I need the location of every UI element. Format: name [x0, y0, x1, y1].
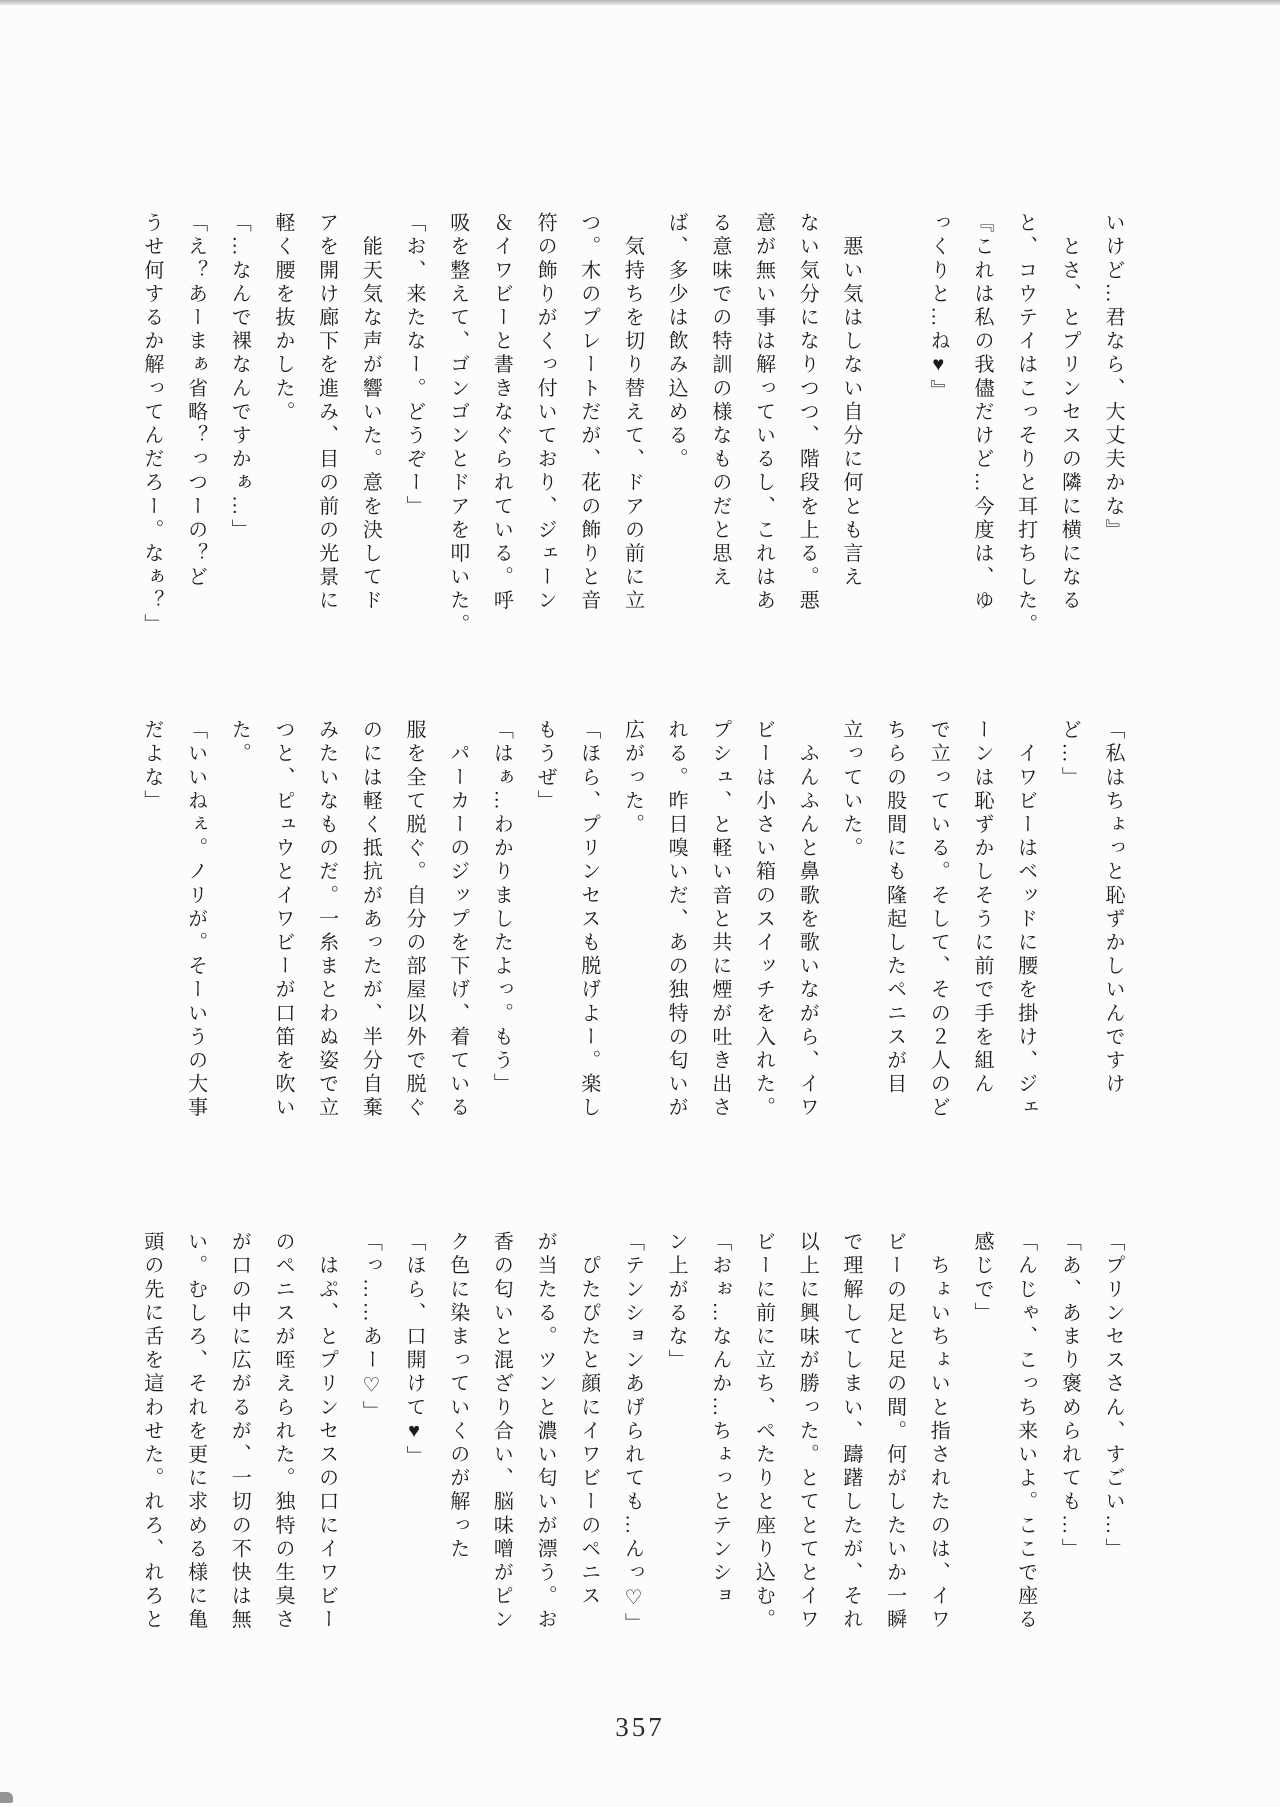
text-row-bottom — [128, 1231, 1134, 1649]
text-column: アを開け廊下を進み、目の前の光景に — [315, 212, 338, 614]
text-column: だよな」 — [140, 719, 163, 814]
text-column: のには軽く抵抗があったが、半分自棄 — [359, 719, 382, 1121]
text-column: ちょいちょいと指されたのは、イワ — [927, 1231, 950, 1633]
text-column: 香の匂いと混ざり合い、脳味噌がピン — [490, 1231, 513, 1633]
text-column: プシュ、と軽い音と共に煙が吐き出さ — [708, 719, 731, 1121]
text-column: 気持ちを切り替えて、ドアの前に立 — [621, 212, 644, 614]
text-column: ちらの股間にも隆起したペニスが目 — [883, 719, 906, 1097]
text-column: 「お、来たなー。どうぞー」 — [403, 212, 425, 519]
page-number: 357 — [615, 1712, 665, 1742]
text-column: いけど…君なら、大丈夫かな』 — [1102, 212, 1124, 543]
text-row-middle — [128, 719, 1134, 1137]
text-column: つ。木のプレートだが、花の飾りと音 — [577, 212, 600, 614]
text-column — [872, 212, 916, 630]
text-column: で立っている。そして、その２人のど — [927, 719, 950, 1121]
text-column: で理解してしまい、躊躇したが、それ — [839, 1231, 862, 1633]
text-column: 「テンションあげられても…んっ♡」 — [621, 1231, 644, 1637]
scan-edge-artifact — [0, 0, 1280, 5]
text-column: ない気分になりつつ、階段を上る。悪 — [796, 212, 819, 614]
text-column: る意味での特訓の様なものだと思え — [708, 212, 731, 590]
text-column: つと、ピュウとイワビーが口笛を吹い — [271, 719, 294, 1121]
text-column: 『これは私の我儘だけど…今度は、ゆ — [970, 212, 993, 614]
text-column: 立っていた。 — [839, 719, 862, 861]
text-column: 能天気な声が響いた。意を決してド — [359, 212, 382, 614]
scan-speck-artifact — [0, 1792, 13, 1803]
text-column: 軽く腰を抜かした。 — [271, 212, 294, 425]
text-row-top — [128, 212, 1134, 637]
text-column: が当たる。ツンと濃い匂いが漂う。お — [534, 1231, 557, 1633]
text-column: ビーの足と足の間。何がしたいか一瞬 — [883, 1231, 906, 1633]
text-column: 広がった。 — [621, 719, 644, 837]
text-column: ど…」 — [1058, 719, 1081, 790]
text-column: と、コウテイはこっそりと耳打ちした。 — [1014, 212, 1037, 637]
text-column: 服を全て脱ぐ。自分の部屋以外で脱ぐ — [403, 719, 425, 1121]
text-column: パーカーのジップを下げ、着ている — [446, 719, 469, 1121]
text-column: 悪い気はしない自分に何とも言え — [839, 212, 862, 590]
text-column: 意が無い事は解っているし、これはあ — [752, 212, 775, 614]
text-column: た。 — [228, 719, 251, 767]
text-column: が口の中に広がるが、一切の不快は無 — [228, 1231, 251, 1633]
text-column: うせ何するか解ってんだろー。なぁ？」 — [140, 212, 163, 637]
text-column: 「…なんで裸なんですかぁ…」 — [228, 212, 251, 543]
text-column: ＆イワビーと書きなぐられている。呼 — [490, 212, 513, 614]
text-column: ビーは小さい箱のスイッチを入れた。 — [752, 719, 775, 1121]
text-column: 「ほら、プリンセスも脱げよー。楽し — [577, 719, 600, 1121]
text-column: い。むしろ、それを更に求める様に亀 — [184, 1231, 207, 1633]
text-column: ぴたぴたと顔にイワビーのペニス — [577, 1231, 600, 1609]
text-column: 符の飾りがくっ付いており、ジェーン — [534, 212, 557, 614]
text-column: とさ、とプリンセスの隣に横になる — [1058, 212, 1081, 614]
text-column: はぷ、とプリンセスの口にイワビー — [315, 1231, 338, 1633]
text-column: 「いいねぇ。ノリが。そーいうの大事 — [184, 719, 207, 1121]
text-column: 「プリンセスさん、すごい…」 — [1102, 1231, 1124, 1562]
text-column: 「ほら、口開けて♥」 — [403, 1231, 425, 1469]
text-column: みたいなものだ。一糸まとわぬ姿で立 — [315, 719, 338, 1121]
text-column: ビーに前に立ち、ぺたりと座り込む。 — [752, 1231, 775, 1633]
text-column: ン上がるな」 — [665, 1231, 688, 1373]
text-column: のペニスが咥えられた。独特の生臭さ — [271, 1231, 294, 1633]
text-column: れる。昨日嗅いだ、あの独特の匂いが — [665, 719, 688, 1121]
text-column: っくりと…ね♥』 — [927, 212, 950, 403]
text-column: ば、多少は飲み込める。 — [665, 212, 688, 472]
text-column: 「んじゃ、こっち来いよ。ここで座る — [1014, 1231, 1037, 1633]
text-column: 以上に興味が勝った。とてとてとイワ — [796, 1231, 819, 1633]
text-column: 「おぉ…なんか…ちょっとテンショ — [708, 1231, 731, 1609]
text-column: 吸を整えて、ゴンゴンとドアを叩いた。 — [446, 212, 469, 637]
text-column: 「あ、あまり褒められても…」 — [1058, 1231, 1081, 1562]
text-column: ーンは恥ずかしそうに前で手を組ん — [970, 719, 993, 1097]
text-column: イワビーはベッドに腰を掛け、ジェ — [1014, 719, 1037, 1121]
text-column: 感じで」 — [970, 1231, 993, 1326]
text-column: 「私はちょっと恥ずかしいんですけ — [1102, 719, 1124, 1097]
text-column: もうぜ」 — [534, 719, 557, 814]
text-column: 「え？あーまぁ省略？っつーの？ど — [184, 212, 207, 590]
text-column: 頭の先に舌を這わせた。れろ、れろと — [140, 1231, 163, 1633]
text-column: 「っ……あー♡」 — [359, 1231, 382, 1424]
text-column: ふんふんと鼻歌を歌いながら、イワ — [796, 719, 819, 1121]
text-column: 「はぁ…わかりましたよっ。もう」 — [490, 719, 513, 1097]
text-column: ク色に染まっていくのが解った — [446, 1231, 469, 1562]
